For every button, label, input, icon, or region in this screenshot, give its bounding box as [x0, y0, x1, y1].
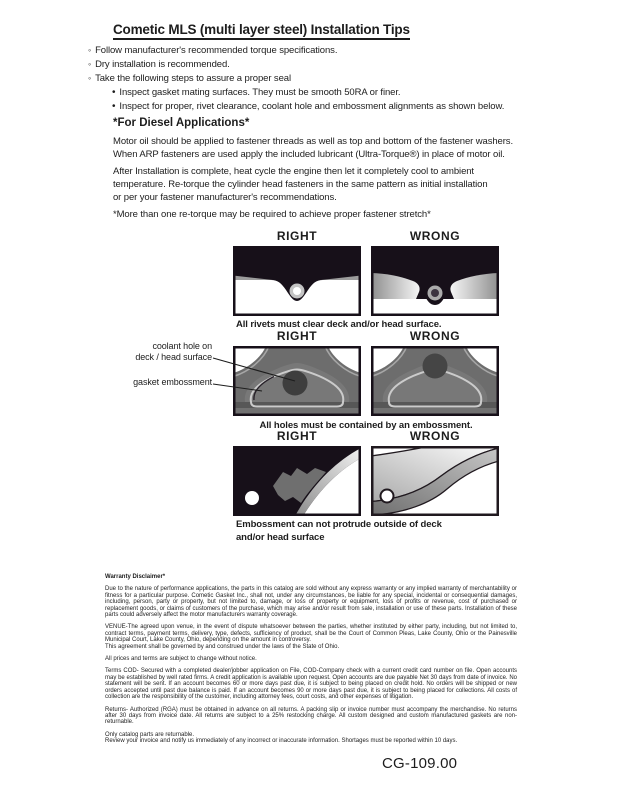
- wrong-label: WRONG: [409, 329, 461, 343]
- filled-bullet-icon: •: [112, 87, 116, 98]
- open-bullet-icon: ◦: [88, 59, 92, 69]
- callout-leader-lines: [105, 340, 305, 400]
- callout-line: gasket embossment: [133, 377, 212, 387]
- caption-line: and/or head surface: [236, 531, 325, 543]
- tip-sub-bullet: [112, 87, 504, 101]
- warranty-paragraph: All prices and terms are subject to change without notice.: [105, 656, 257, 663]
- right-label: RIGHT: [276, 429, 318, 443]
- warranty-paragraph: Due to the nature of performance applications, the parts in this catalog are sold without any express warranty or any implied warranty of merchantability or fitness for a particular purpose. Cometic Gasket Inc., shall not, under any circumstances, be liable for any special, incidental or consequential damages, including, person, party or property, but not limited to, damage, or loss of property or equipment, loss of profits or revenue, cost of purchased or replacement goods, or claims of customers of the purchase, which may arise and/or result from sale, installation or use of these parts. Installation of these parts could adversely affect the motor manufacturers warranty coverage.: [105, 586, 517, 619]
- row1-caption: All rivets must clear deck and/or head surface.: [236, 319, 442, 330]
- diagram-rivet-right: [233, 246, 361, 316]
- paragraph-line: After Installation is complete, heat cycle the engine then let it completely cool to ambient: [113, 166, 474, 177]
- tip-text: Dry installation is recommended.: [95, 59, 230, 70]
- warranty-disclaimer: [105, 574, 517, 751]
- open-bullet-icon: ◦: [88, 45, 92, 55]
- warranty-paragraph: VENUE-The agreed upon venue, in the event of dispute whatsoever between the parties, whether instituted by either party, including, but not limited to, contract terms, payment terms, delivery, type, defects, sufficiency of product, shall be the Court of Common Pleas, Lake County, Ohio or the Painesville Municipal Court, Lake County, Ohio, depending on the amount in controversy.: [105, 624, 517, 644]
- warranty-heading: Warranty Disclaimer*: [105, 574, 166, 580]
- warranty-paragraph: Only catalog parts are returnable.: [105, 731, 195, 738]
- diagram-protrusion-right: [233, 446, 361, 516]
- diesel-paragraph-1: [113, 135, 513, 161]
- right-label: RIGHT: [276, 229, 318, 243]
- tip-text: Take the following steps to assure a proper seal: [95, 73, 291, 84]
- tip-bullet: [88, 45, 504, 59]
- paragraph-line: When ARP fasteners are used apply the included lubricant (Ultra-Torque®) in place of motor oil.: [113, 149, 505, 161]
- paragraph-line: or per your fastener manufacturer's recommendations.: [113, 192, 337, 204]
- diesel-section-heading: *For Diesel Applications*: [113, 117, 250, 129]
- tip-bullet: [88, 59, 504, 73]
- diagram-protrusion-wrong: [371, 446, 499, 516]
- filled-bullet-icon: •: [112, 101, 116, 112]
- open-bullet-icon: ◦: [88, 73, 92, 83]
- tip-text: Inspect for proper, rivet clearance, coolant hole and embossment alignments as shown below.: [119, 101, 505, 112]
- row2-caption: All holes must be contained by an embossment.: [259, 420, 473, 431]
- tip-text: Follow manufacturer's recommended torque specifications.: [95, 45, 338, 56]
- diagram-rivet-wrong: [371, 246, 499, 316]
- tip-text: Inspect gasket mating surfaces. They must be smooth 50RA or finer.: [119, 87, 401, 98]
- warranty-paragraph: This agreement shall be governed by and construed under the laws of the State of Ohio.: [105, 643, 340, 650]
- tips-list: [88, 45, 504, 115]
- diagram-embossment-wrong: [371, 346, 499, 416]
- bolt-hole-icon: [245, 491, 259, 505]
- retorque-note: *More than one re-torque may be required to achieve proper fastener stretch*: [113, 209, 431, 220]
- warranty-paragraph: Returns- Authorized (RGA) must be obtained in advance on all returns. A packing slip or invoice number must accompany the merchandise. No returns after 30 days from invoice date. All returns are subject to a 25% restocking charge. All custom designed and custom manufactured gaskets are non-returnable.: [105, 706, 517, 726]
- caption-line: Embossment can not protrude outside of deck: [236, 519, 442, 530]
- tip-bullet: [88, 73, 504, 87]
- paragraph-line: Motor oil should be applied to fastener threads as well as top and bottom of the fastener washers.: [113, 136, 513, 147]
- paragraph-line: temperature. Re-torque the cylinder head fasteners in the same pattern as initial installation: [113, 179, 488, 191]
- row3-caption: [236, 519, 442, 544]
- coolant-hole-icon: [423, 354, 448, 379]
- warranty-paragraph: Review your invoice and notify us immediately of any incorrect or inaccurate information. Shortages must be reported within 10 days.: [105, 738, 458, 745]
- tip-sub-bullet: [112, 101, 504, 115]
- wrong-label: WRONG: [409, 229, 461, 243]
- catalog-code: CG-109.00: [382, 755, 458, 772]
- warranty-paragraph: Terms COD- Secured with a completed dealer/jobber application on File, COD-Company check with a current credit card number on file. Open accounts may be established by well rated firms. A credit application is available upon request. Open accounts are due payable Net 30 days from date of invoice. No statement will be sent. If an account becomes 60 or more days past due, it is subject to being placed on credit hold. No orders will be shipped or new orders accepted until past due balance is paid. If an account becomes 90 or more days past due, it is subject to being placed for collections. All costs of collection are the responsibility of the customer, including attorney fees, court costs, and other expenses of litigation.: [105, 668, 517, 701]
- bolt-hole-icon: [381, 490, 394, 503]
- wrong-label: WRONG: [409, 429, 461, 443]
- diesel-paragraph-2: [113, 165, 488, 205]
- right-label: RIGHT: [276, 329, 318, 343]
- callout-line: coolant hole on: [152, 341, 212, 351]
- page-title: Cometic MLS (multi layer steel) Installation Tips: [113, 22, 410, 40]
- callout-line: deck / head surface: [135, 352, 212, 362]
